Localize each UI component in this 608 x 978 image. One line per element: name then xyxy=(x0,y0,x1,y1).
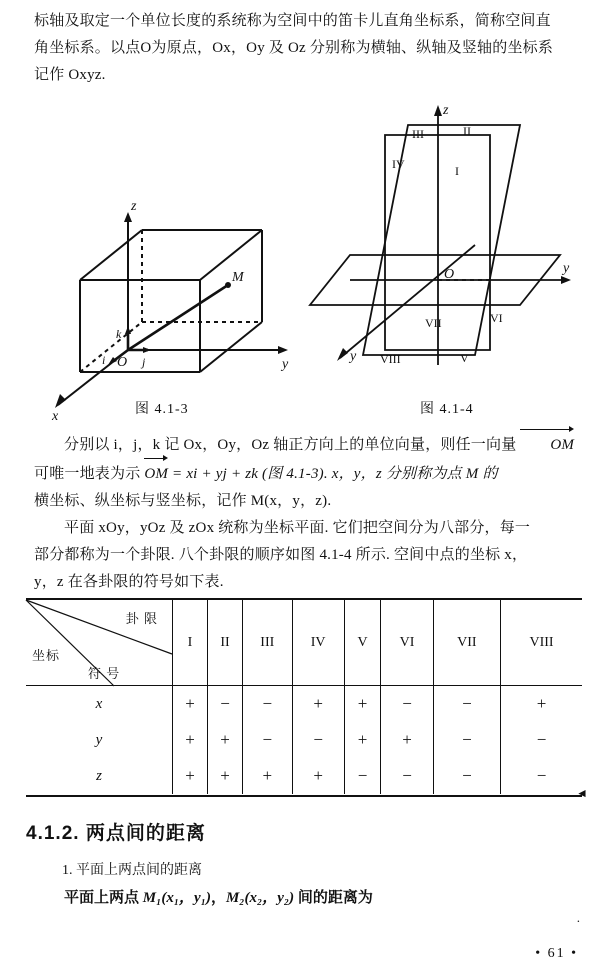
table-col-header-4: IV xyxy=(292,600,344,686)
cell-y-2: + xyxy=(208,722,243,758)
table-header-row xyxy=(26,600,582,686)
fig2-label-IV: IV xyxy=(392,157,405,171)
cell-z-7: − xyxy=(433,758,501,794)
cell-y-3: − xyxy=(243,722,293,758)
fig1-label-y: y xyxy=(282,357,289,372)
fig1-label-M: M xyxy=(232,270,244,285)
point-m1: M₁(x₁，y₁) xyxy=(142,890,211,906)
figure-captions xyxy=(20,398,588,422)
table-bottom-rule xyxy=(26,795,582,797)
fig2-label-II: II xyxy=(463,124,471,138)
fig1-label-j: j xyxy=(142,355,146,369)
fig1-label-k: k xyxy=(116,327,122,341)
fig2-label-VIII: VIII xyxy=(380,352,401,366)
mid-p1-part2: 可唯一地表为示 xyxy=(34,466,145,482)
table-col-header-5: V xyxy=(344,600,381,686)
cell-z-6: − xyxy=(381,758,433,794)
point-m2: M₂(x₂，y₂) xyxy=(225,890,295,906)
cell-x-2: − xyxy=(208,686,243,722)
cell-z-4: + xyxy=(292,758,344,794)
row-symbol-y: y xyxy=(26,722,173,758)
sign-table xyxy=(26,600,582,794)
table-col-header-8: VIII xyxy=(501,600,582,686)
bottom-text-block xyxy=(34,858,582,912)
mid-paragraph-6: y，z 在各卦限的符号如下表. xyxy=(34,574,224,590)
cell-z-2: + xyxy=(208,758,243,794)
table-row xyxy=(26,722,582,758)
top-line-3: 记作 Oxyz. xyxy=(34,67,106,83)
cell-x-4: + xyxy=(292,686,344,722)
mid-paragraph-3: 横坐标、纵坐标与竖坐标，记作 M(x，y，z). xyxy=(34,493,332,509)
section-heading: 4.1.2. 两点间的距离 xyxy=(26,823,206,844)
cell-y-6: + xyxy=(381,722,433,758)
figure-1-caption: 图 4.1-3 xyxy=(135,402,189,417)
cell-x-6: − xyxy=(381,686,433,722)
fig2-label-O: O xyxy=(444,267,455,282)
fig1-label-z: z xyxy=(131,199,137,214)
sub-item-2-post: 间的距离为 xyxy=(294,890,373,906)
cell-x-7: − xyxy=(433,686,501,722)
fig2-label-VII: VII xyxy=(425,316,442,330)
mid-paragraph-5: 部分都称为一个卦限. 八个卦限的顺序如图 4.1-4 所示. 空间中点的坐标 x， xyxy=(34,547,528,563)
mid-paragraph-1 xyxy=(34,430,582,459)
sub-item-2 xyxy=(34,884,582,912)
corner-label-quadrant: 卦 限 xyxy=(125,611,158,626)
cell-z-3: + xyxy=(243,758,293,794)
top-line-2: 角坐标系。以点O为原点，Ox，Oy 及 Oz 分别称为横轴、纵轴及竖轴的坐标系 xyxy=(34,40,554,56)
cell-z-1: + xyxy=(173,758,208,794)
cell-x-5: + xyxy=(344,686,381,722)
vector-om-inline: OM xyxy=(520,430,574,459)
table-col-header-1: I xyxy=(173,600,208,686)
table-col-header-6: VI xyxy=(381,600,433,686)
row-symbol-z: z xyxy=(26,758,173,794)
top-paragraph xyxy=(34,8,582,89)
top-line-1: 标轴及取定一个单位长度的系统称为空间中的笛卡儿直角坐标系，简称空间直 xyxy=(34,13,551,29)
cell-y-7: − xyxy=(433,722,501,758)
middle-text-block xyxy=(34,430,582,596)
cell-x-1: + xyxy=(173,686,208,722)
page-number: • 61 • xyxy=(535,946,578,961)
corner-label-sign: 符 号 xyxy=(88,666,121,681)
sub-item-2-pre: 平面上两点 xyxy=(64,890,143,906)
cell-z-8: − xyxy=(501,758,582,794)
fig2-label-z: z xyxy=(443,103,449,118)
mid-paragraph-4: 平面 xOy，yOz 及 zOx 统称为坐标平面. 它们把空间分为八部分，每一 xyxy=(64,520,531,536)
sub-item-2-sep: ， xyxy=(210,890,226,906)
table-col-header-3: III xyxy=(243,600,293,686)
cell-y-4: − xyxy=(292,722,344,758)
row-symbol-x: x xyxy=(26,686,173,722)
fig2-label-I: I xyxy=(455,164,459,178)
fig1-label-i: i xyxy=(102,353,106,367)
cell-x-3: − xyxy=(243,686,293,722)
fig1-label-O: O xyxy=(117,355,128,370)
fig1-label-x: x xyxy=(52,409,59,424)
mid-p1-part1: 分别以 i，j，k 记 Ox，Oy，Oz 轴正方向上的单位向量，则任一向量 xyxy=(64,437,521,453)
stray-dot-mark: . xyxy=(576,910,580,925)
table-corner-cell xyxy=(26,600,173,686)
cell-y-8: − xyxy=(501,722,582,758)
sub-item-1: 1. 平面上两点间的距离 xyxy=(62,863,202,878)
corner-label-coord: 坐标 xyxy=(32,648,61,663)
cell-y-5: + xyxy=(344,722,381,758)
cell-z-5: − xyxy=(344,758,381,794)
fig2-label-y-axis: y xyxy=(563,261,570,276)
figure-2-caption: 图 4.1-4 xyxy=(420,402,474,417)
table-tick-mark: ◄ xyxy=(576,786,588,800)
formula-body: = xi + yj + zk (图 4.1-3). x，y，z 分别称为点 M 的 xyxy=(168,466,498,482)
table-row xyxy=(26,686,582,722)
fig2-label-III: III xyxy=(412,127,424,141)
figure-1-box-diagram xyxy=(55,212,288,408)
cell-x-8: + xyxy=(501,686,582,722)
table-col-header-7: VII xyxy=(433,600,501,686)
mid-paragraph-2 xyxy=(34,459,582,488)
fig2-label-x-axis: y xyxy=(350,349,357,364)
table-col-header-2: II xyxy=(208,600,243,686)
fig2-label-V: V xyxy=(460,351,469,365)
table-row xyxy=(26,758,582,794)
vector-om-formula: OM xyxy=(144,459,168,488)
fig2-label-VI: VI xyxy=(490,311,503,325)
cell-y-1: + xyxy=(173,722,208,758)
